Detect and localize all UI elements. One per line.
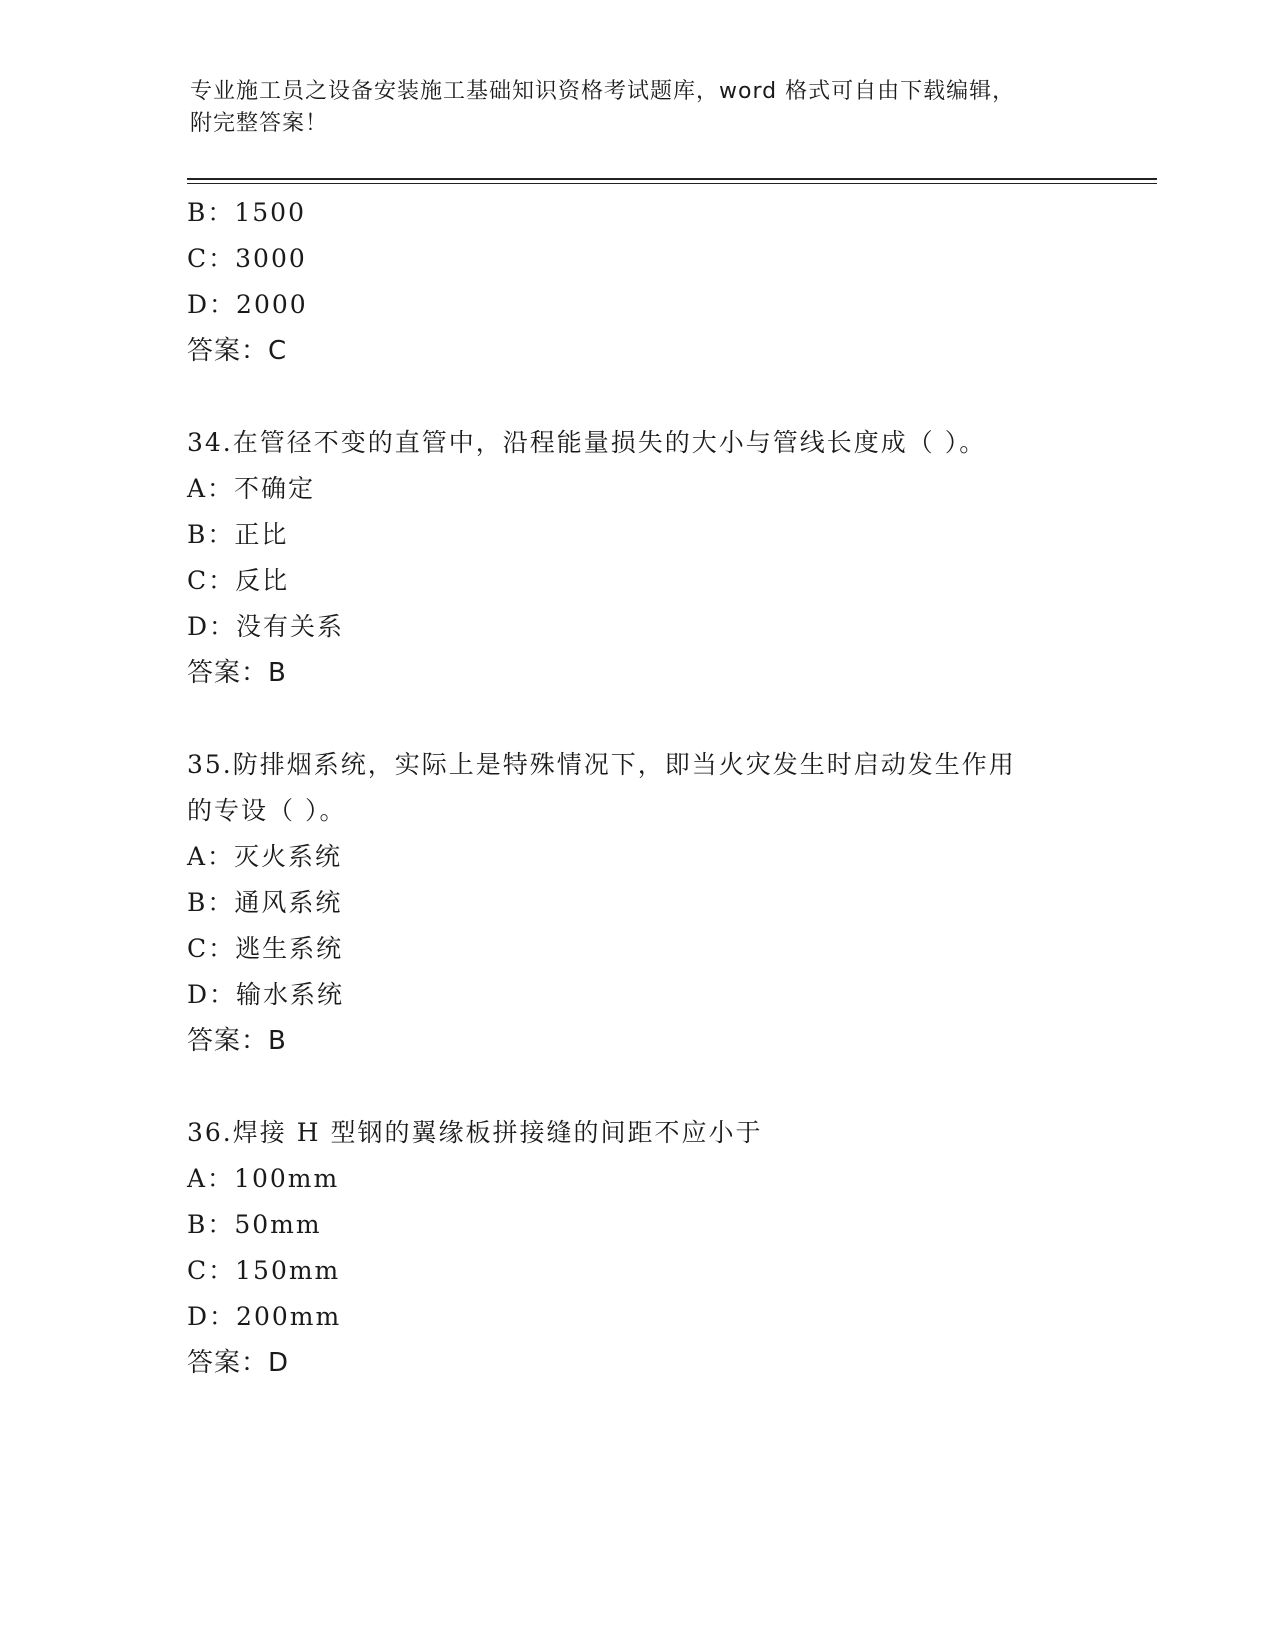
spacer — [187, 696, 1087, 742]
question-carryover — [187, 190, 1087, 374]
question-stem-line-2: 的专设（ ）。 — [187, 796, 347, 825]
header-title-line-2: 附完整答案！ — [190, 111, 329, 136]
question-35 — [187, 742, 1087, 1064]
answer-line: 答案：B — [187, 1026, 287, 1056]
question-stem-line-1: 35.防排烟系统，实际上是特殊情况下，即当火灾发生时启动发生作用 — [187, 750, 1016, 779]
option-b: B：通风系统 — [187, 888, 343, 917]
question-34 — [187, 420, 1087, 696]
option-a: A：不确定 — [187, 474, 316, 503]
spacer — [187, 1064, 1087, 1110]
option-d: D：没有关系 — [187, 612, 345, 641]
answer-line: 答案：B — [187, 658, 287, 688]
question-list — [187, 190, 1087, 1386]
document-header — [190, 76, 1090, 140]
question-stem: 36.焊接 H 型钢的翼缘板拼接缝的间距不应小于 — [187, 1118, 763, 1147]
option-d: D：输水系统 — [187, 980, 345, 1009]
option-c: C：3000 — [187, 244, 307, 273]
option-b: B：1500 — [187, 198, 306, 227]
option-a: A：灭火系统 — [187, 842, 343, 871]
header-title-line-1: 专业施工员之设备安装施工基础知识资格考试题库，word 格式可自由下载编辑， — [190, 79, 1016, 104]
header-divider-thick — [187, 178, 1157, 180]
option-d: D：200mm — [187, 1302, 342, 1331]
option-b: B：正比 — [187, 520, 289, 549]
option-d: D：2000 — [187, 290, 308, 319]
option-c: C：逃生系统 — [187, 934, 344, 963]
option-c: C：反比 — [187, 566, 290, 595]
answer-line: 答案：C — [187, 336, 288, 366]
answer-line: 答案：D — [187, 1348, 290, 1378]
question-36 — [187, 1110, 1087, 1386]
option-a: A：100mm — [187, 1164, 340, 1193]
header-divider-thin — [187, 183, 1157, 184]
spacer — [187, 374, 1087, 420]
option-c: C：150mm — [187, 1256, 341, 1285]
question-stem: 34.在管径不变的直管中，沿程能量损失的大小与管线长度成（ ）。 — [187, 428, 987, 457]
option-b: B：50mm — [187, 1210, 322, 1239]
